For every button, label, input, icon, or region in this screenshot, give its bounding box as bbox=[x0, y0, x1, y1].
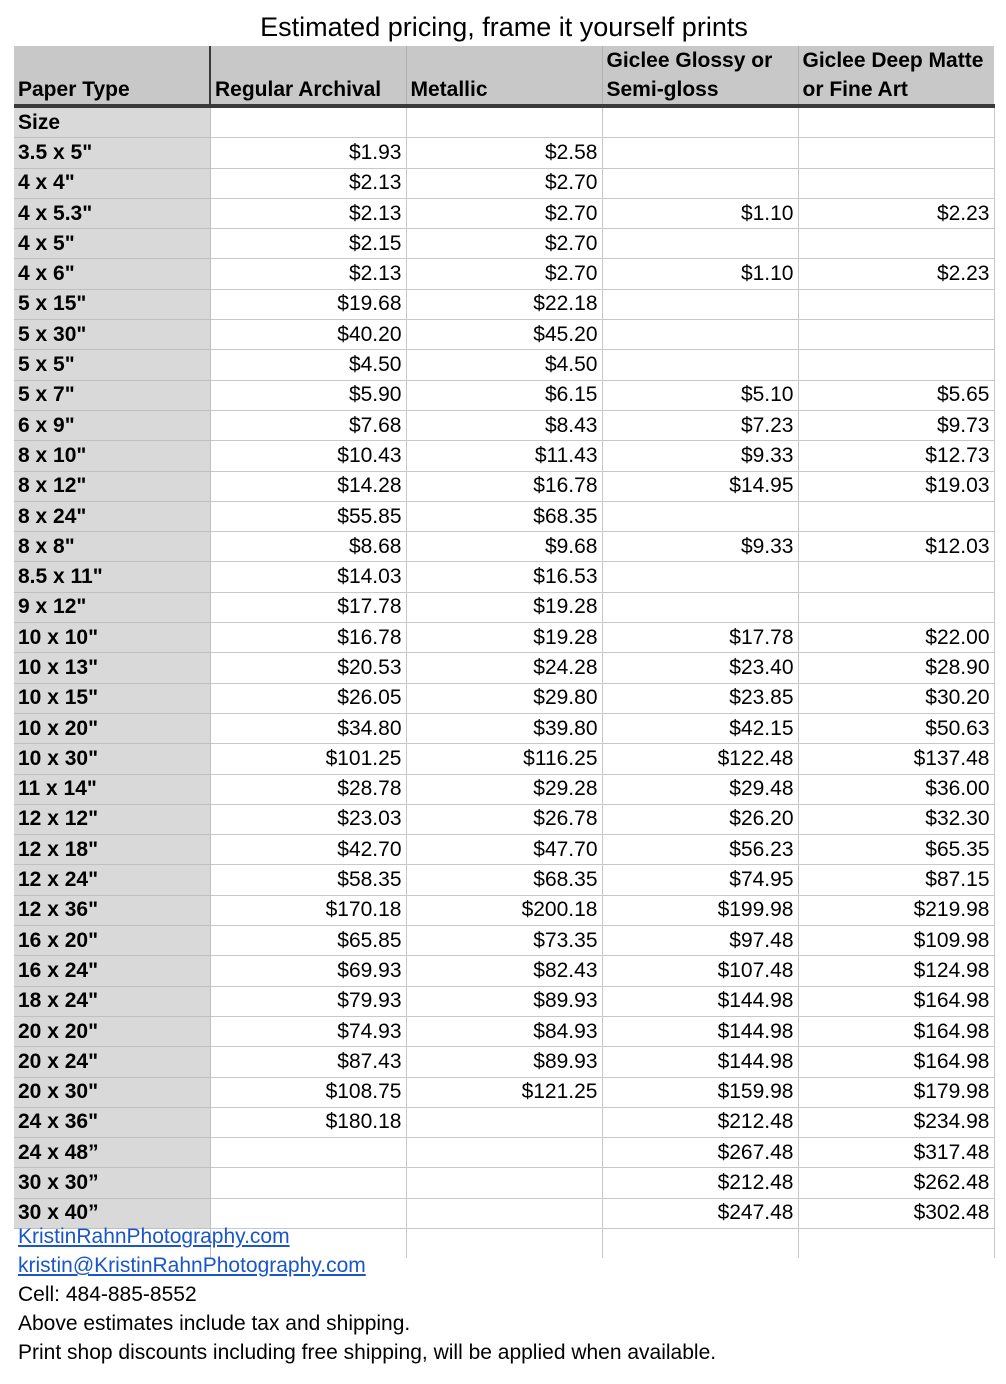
price-cell: $109.98 bbox=[798, 926, 994, 956]
size-cell: 5 x 30" bbox=[14, 320, 210, 350]
column-header bbox=[406, 46, 602, 106]
price-cell: $159.98 bbox=[602, 1077, 798, 1107]
size-cell: 10 x 10" bbox=[14, 623, 210, 653]
price-cell: $2.15 bbox=[210, 229, 406, 259]
size-cell: 6 x 9" bbox=[14, 410, 210, 440]
price-cell bbox=[406, 1107, 602, 1137]
table-row bbox=[14, 804, 994, 834]
price-cell: $219.98 bbox=[798, 895, 994, 925]
price-cell: $2.13 bbox=[210, 168, 406, 198]
price-cell bbox=[602, 168, 798, 198]
price-cell: $4.50 bbox=[210, 350, 406, 380]
size-cell: 24 x 36" bbox=[14, 1107, 210, 1137]
price-cell: $26.78 bbox=[406, 804, 602, 834]
price-cell: $9.33 bbox=[602, 532, 798, 562]
table-row bbox=[14, 1016, 994, 1046]
email-link[interactable]: kristin@KristinRahnPhotography.com bbox=[18, 1254, 366, 1277]
price-cell: $124.98 bbox=[798, 956, 994, 986]
price-cell: $1.10 bbox=[602, 259, 798, 289]
price-cell bbox=[210, 1168, 406, 1198]
price-cell: $32.30 bbox=[798, 804, 994, 834]
price-cell: $40.20 bbox=[210, 320, 406, 350]
price-cell: $23.85 bbox=[602, 683, 798, 713]
column-header bbox=[210, 46, 406, 106]
table-row bbox=[14, 926, 994, 956]
size-cell: 10 x 20" bbox=[14, 713, 210, 743]
discount-note: Print shop discounts including free shipping, will be applied when available. bbox=[18, 1341, 717, 1364]
price-cell bbox=[798, 592, 994, 622]
price-cell: $14.95 bbox=[602, 471, 798, 501]
price-cell: $101.25 bbox=[210, 744, 406, 774]
price-cell bbox=[406, 1168, 602, 1198]
price-cell: $74.95 bbox=[602, 865, 798, 895]
pricing-table-header bbox=[14, 46, 994, 106]
size-cell: 10 x 15" bbox=[14, 683, 210, 713]
price-cell: $87.15 bbox=[798, 865, 994, 895]
price-cell: $17.78 bbox=[602, 623, 798, 653]
price-cell: $55.85 bbox=[210, 501, 406, 531]
price-cell: $8.68 bbox=[210, 532, 406, 562]
price-cell: $2.13 bbox=[210, 259, 406, 289]
price-cell: $144.98 bbox=[602, 986, 798, 1016]
price-cell: $29.80 bbox=[406, 683, 602, 713]
price-cell: $164.98 bbox=[798, 1047, 994, 1077]
price-cell: $87.43 bbox=[210, 1047, 406, 1077]
price-cell: $23.03 bbox=[210, 804, 406, 834]
price-cell: $45.20 bbox=[406, 320, 602, 350]
tax-shipping-note: Above estimates include tax and shipping. bbox=[18, 1312, 411, 1335]
column-header-line: or Fine Art bbox=[802, 78, 908, 101]
price-cell: $19.03 bbox=[798, 471, 994, 501]
price-cell bbox=[602, 289, 798, 319]
table-row bbox=[14, 350, 994, 380]
size-cell: 24 x 48” bbox=[14, 1138, 210, 1168]
table-row bbox=[14, 380, 994, 410]
price-cell: $26.05 bbox=[210, 683, 406, 713]
price-cell: $56.23 bbox=[602, 835, 798, 865]
table-row bbox=[14, 501, 994, 531]
price-cell: $180.18 bbox=[210, 1107, 406, 1137]
size-cell: 4 x 5" bbox=[14, 229, 210, 259]
price-cell: $16.78 bbox=[406, 471, 602, 501]
price-cell: $50.63 bbox=[798, 713, 994, 743]
size-cell: Size bbox=[14, 106, 210, 138]
table-row bbox=[14, 744, 994, 774]
price-cell: $247.48 bbox=[602, 1198, 798, 1228]
price-cell: $2.70 bbox=[406, 229, 602, 259]
price-cell: $39.80 bbox=[406, 713, 602, 743]
price-cell: $14.28 bbox=[210, 471, 406, 501]
table-row bbox=[14, 1077, 994, 1107]
price-cell: $267.48 bbox=[602, 1138, 798, 1168]
table-row bbox=[14, 713, 994, 743]
size-cell: 5 x 5" bbox=[14, 350, 210, 380]
table-row bbox=[14, 774, 994, 804]
size-cell: 12 x 18" bbox=[14, 835, 210, 865]
size-cell: 8 x 10" bbox=[14, 441, 210, 471]
size-cell: 12 x 12" bbox=[14, 804, 210, 834]
price-cell: $12.03 bbox=[798, 532, 994, 562]
size-cell: 11 x 14" bbox=[14, 774, 210, 804]
price-cell: $58.35 bbox=[210, 865, 406, 895]
price-cell bbox=[602, 229, 798, 259]
price-cell: $24.28 bbox=[406, 653, 602, 683]
price-cell bbox=[798, 350, 994, 380]
price-cell: $12.73 bbox=[798, 441, 994, 471]
pricing-table bbox=[14, 46, 995, 1258]
price-cell bbox=[602, 501, 798, 531]
price-cell bbox=[406, 1138, 602, 1168]
price-cell: $4.50 bbox=[406, 350, 602, 380]
size-cell: 20 x 20" bbox=[14, 1016, 210, 1046]
price-cell: $42.15 bbox=[602, 713, 798, 743]
price-cell: $28.90 bbox=[798, 653, 994, 683]
size-cell: 30 x 40” bbox=[14, 1198, 210, 1228]
price-cell bbox=[798, 562, 994, 592]
column-header-line: Giclee Glossy or bbox=[606, 49, 773, 72]
price-cell: $19.28 bbox=[406, 592, 602, 622]
price-cell: $302.48 bbox=[798, 1198, 994, 1228]
table-row bbox=[14, 229, 994, 259]
size-cell: 16 x 24" bbox=[14, 956, 210, 986]
size-cell: 12 x 36" bbox=[14, 895, 210, 925]
column-header bbox=[798, 46, 994, 106]
price-cell: $179.98 bbox=[798, 1077, 994, 1107]
size-cell: 4 x 5.3" bbox=[14, 198, 210, 228]
column-header-line: Paper Type bbox=[18, 78, 130, 101]
price-cell: $144.98 bbox=[602, 1016, 798, 1046]
table-row bbox=[14, 289, 994, 319]
price-cell bbox=[798, 138, 994, 168]
price-cell: $144.98 bbox=[602, 1047, 798, 1077]
price-cell: $26.20 bbox=[602, 804, 798, 834]
table-row bbox=[14, 1047, 994, 1077]
price-cell: $69.93 bbox=[210, 956, 406, 986]
price-cell bbox=[602, 138, 798, 168]
price-cell: $2.70 bbox=[406, 168, 602, 198]
price-cell: $10.43 bbox=[210, 441, 406, 471]
size-cell: 8 x 12" bbox=[14, 471, 210, 501]
size-cell: 10 x 13" bbox=[14, 653, 210, 683]
column-header-line: Giclee Deep Matte bbox=[802, 49, 984, 72]
price-cell: $2.13 bbox=[210, 198, 406, 228]
column-header-line: Metallic bbox=[410, 78, 488, 101]
table-row bbox=[14, 895, 994, 925]
price-cell: $108.75 bbox=[210, 1077, 406, 1107]
table-row bbox=[14, 532, 994, 562]
price-cell: $20.53 bbox=[210, 653, 406, 683]
size-cell: 18 x 24" bbox=[14, 986, 210, 1016]
table-row bbox=[14, 865, 994, 895]
price-cell: $34.80 bbox=[210, 713, 406, 743]
price-cell: $7.68 bbox=[210, 410, 406, 440]
price-cell: $6.15 bbox=[406, 380, 602, 410]
price-cell bbox=[602, 562, 798, 592]
price-cell: $164.98 bbox=[798, 986, 994, 1016]
price-cell: $2.23 bbox=[798, 198, 994, 228]
price-cell: $42.70 bbox=[210, 835, 406, 865]
price-cell: $234.98 bbox=[798, 1107, 994, 1137]
price-cell bbox=[602, 592, 798, 622]
table-row bbox=[14, 106, 994, 138]
empty-cell bbox=[798, 1228, 994, 1258]
price-cell: $89.93 bbox=[406, 986, 602, 1016]
price-cell: $84.93 bbox=[406, 1016, 602, 1046]
price-cell: $5.65 bbox=[798, 380, 994, 410]
price-cell: $1.10 bbox=[602, 198, 798, 228]
size-cell: 9 x 12" bbox=[14, 592, 210, 622]
price-cell: $65.85 bbox=[210, 926, 406, 956]
table-row bbox=[14, 592, 994, 622]
size-cell: 4 x 6" bbox=[14, 259, 210, 289]
table-row bbox=[14, 320, 994, 350]
price-cell: $2.23 bbox=[798, 259, 994, 289]
price-cell: $19.28 bbox=[406, 623, 602, 653]
size-cell: 10 x 30" bbox=[14, 744, 210, 774]
size-cell: 5 x 7" bbox=[14, 380, 210, 410]
price-cell bbox=[210, 1138, 406, 1168]
price-cell bbox=[798, 501, 994, 531]
pricing-table-body bbox=[14, 106, 994, 1258]
price-cell: $9.33 bbox=[602, 441, 798, 471]
size-cell: 16 x 20" bbox=[14, 926, 210, 956]
price-cell: $2.70 bbox=[406, 259, 602, 289]
price-cell: $30.20 bbox=[798, 683, 994, 713]
price-cell: $1.93 bbox=[210, 138, 406, 168]
price-cell: $19.68 bbox=[210, 289, 406, 319]
price-cell: $29.28 bbox=[406, 774, 602, 804]
price-cell bbox=[406, 106, 602, 138]
table-row bbox=[14, 168, 994, 198]
price-cell: $11.43 bbox=[406, 441, 602, 471]
size-cell: 8 x 24" bbox=[14, 501, 210, 531]
price-cell: $9.68 bbox=[406, 532, 602, 562]
table-row bbox=[14, 471, 994, 501]
price-cell: $170.18 bbox=[210, 895, 406, 925]
price-cell: $8.43 bbox=[406, 410, 602, 440]
contact-footer bbox=[18, 1222, 716, 1367]
price-cell: $47.70 bbox=[406, 835, 602, 865]
size-cell: 20 x 30" bbox=[14, 1077, 210, 1107]
table-row bbox=[14, 986, 994, 1016]
price-cell: $2.70 bbox=[406, 198, 602, 228]
price-cell: $262.48 bbox=[798, 1168, 994, 1198]
price-cell: $29.48 bbox=[602, 774, 798, 804]
size-cell: 8.5 x 11" bbox=[14, 562, 210, 592]
price-cell: $14.03 bbox=[210, 562, 406, 592]
table-row bbox=[14, 410, 994, 440]
price-cell: $317.48 bbox=[798, 1138, 994, 1168]
price-cell: $164.98 bbox=[798, 1016, 994, 1046]
price-cell bbox=[602, 106, 798, 138]
table-row bbox=[14, 259, 994, 289]
price-cell bbox=[798, 289, 994, 319]
table-row bbox=[14, 683, 994, 713]
price-cell bbox=[798, 106, 994, 138]
price-cell: $121.25 bbox=[406, 1077, 602, 1107]
price-cell: $7.23 bbox=[602, 410, 798, 440]
price-cell: $73.35 bbox=[406, 926, 602, 956]
price-cell: $5.10 bbox=[602, 380, 798, 410]
table-row bbox=[14, 956, 994, 986]
price-cell: $23.40 bbox=[602, 653, 798, 683]
website-link[interactable]: KristinRahnPhotography.com bbox=[18, 1225, 290, 1248]
price-cell: $36.00 bbox=[798, 774, 994, 804]
table-row bbox=[14, 441, 994, 471]
price-cell: $116.25 bbox=[406, 744, 602, 774]
size-cell: 8 x 8" bbox=[14, 532, 210, 562]
price-cell bbox=[602, 350, 798, 380]
table-row bbox=[14, 562, 994, 592]
size-cell: 4 x 4" bbox=[14, 168, 210, 198]
price-cell: $212.48 bbox=[602, 1168, 798, 1198]
column-header bbox=[602, 46, 798, 106]
table-row bbox=[14, 1107, 994, 1137]
size-cell: 5 x 15" bbox=[14, 289, 210, 319]
price-cell: $16.78 bbox=[210, 623, 406, 653]
price-cell bbox=[798, 320, 994, 350]
price-cell: $89.93 bbox=[406, 1047, 602, 1077]
price-cell: $122.48 bbox=[602, 744, 798, 774]
price-cell: $97.48 bbox=[602, 926, 798, 956]
cell-phone: Cell: 484-885-8552 bbox=[18, 1283, 197, 1306]
price-cell: $28.78 bbox=[210, 774, 406, 804]
table-row bbox=[14, 138, 994, 168]
price-cell: $137.48 bbox=[798, 744, 994, 774]
page-title: Estimated pricing, frame it yourself prints bbox=[260, 12, 748, 42]
column-header bbox=[14, 46, 210, 106]
size-cell: 12 x 24" bbox=[14, 865, 210, 895]
table-row bbox=[14, 1138, 994, 1168]
price-cell bbox=[602, 320, 798, 350]
price-cell: $68.35 bbox=[406, 865, 602, 895]
price-cell: $16.53 bbox=[406, 562, 602, 592]
price-cell: $200.18 bbox=[406, 895, 602, 925]
column-header-line: Semi-gloss bbox=[606, 78, 719, 101]
price-cell: $17.78 bbox=[210, 592, 406, 622]
price-cell: $74.93 bbox=[210, 1016, 406, 1046]
price-cell: $9.73 bbox=[798, 410, 994, 440]
price-cell: $2.58 bbox=[406, 138, 602, 168]
price-cell: $5.90 bbox=[210, 380, 406, 410]
table-row bbox=[14, 1168, 994, 1198]
price-cell: $199.98 bbox=[602, 895, 798, 925]
table-row bbox=[14, 835, 994, 865]
table-row bbox=[14, 623, 994, 653]
size-cell: 20 x 24" bbox=[14, 1047, 210, 1077]
price-cell bbox=[798, 168, 994, 198]
price-cell: $107.48 bbox=[602, 956, 798, 986]
price-cell: $212.48 bbox=[602, 1107, 798, 1137]
size-cell: 30 x 30” bbox=[14, 1168, 210, 1198]
table-row bbox=[14, 653, 994, 683]
price-cell: $65.35 bbox=[798, 835, 994, 865]
price-cell: $79.93 bbox=[210, 986, 406, 1016]
price-cell bbox=[798, 229, 994, 259]
table-row bbox=[14, 198, 994, 228]
price-cell: $22.18 bbox=[406, 289, 602, 319]
price-cell: $82.43 bbox=[406, 956, 602, 986]
price-cell bbox=[210, 106, 406, 138]
price-cell: $22.00 bbox=[798, 623, 994, 653]
column-header-line: Regular Archival bbox=[215, 78, 382, 101]
size-cell: 3.5 x 5" bbox=[14, 138, 210, 168]
price-cell: $68.35 bbox=[406, 501, 602, 531]
